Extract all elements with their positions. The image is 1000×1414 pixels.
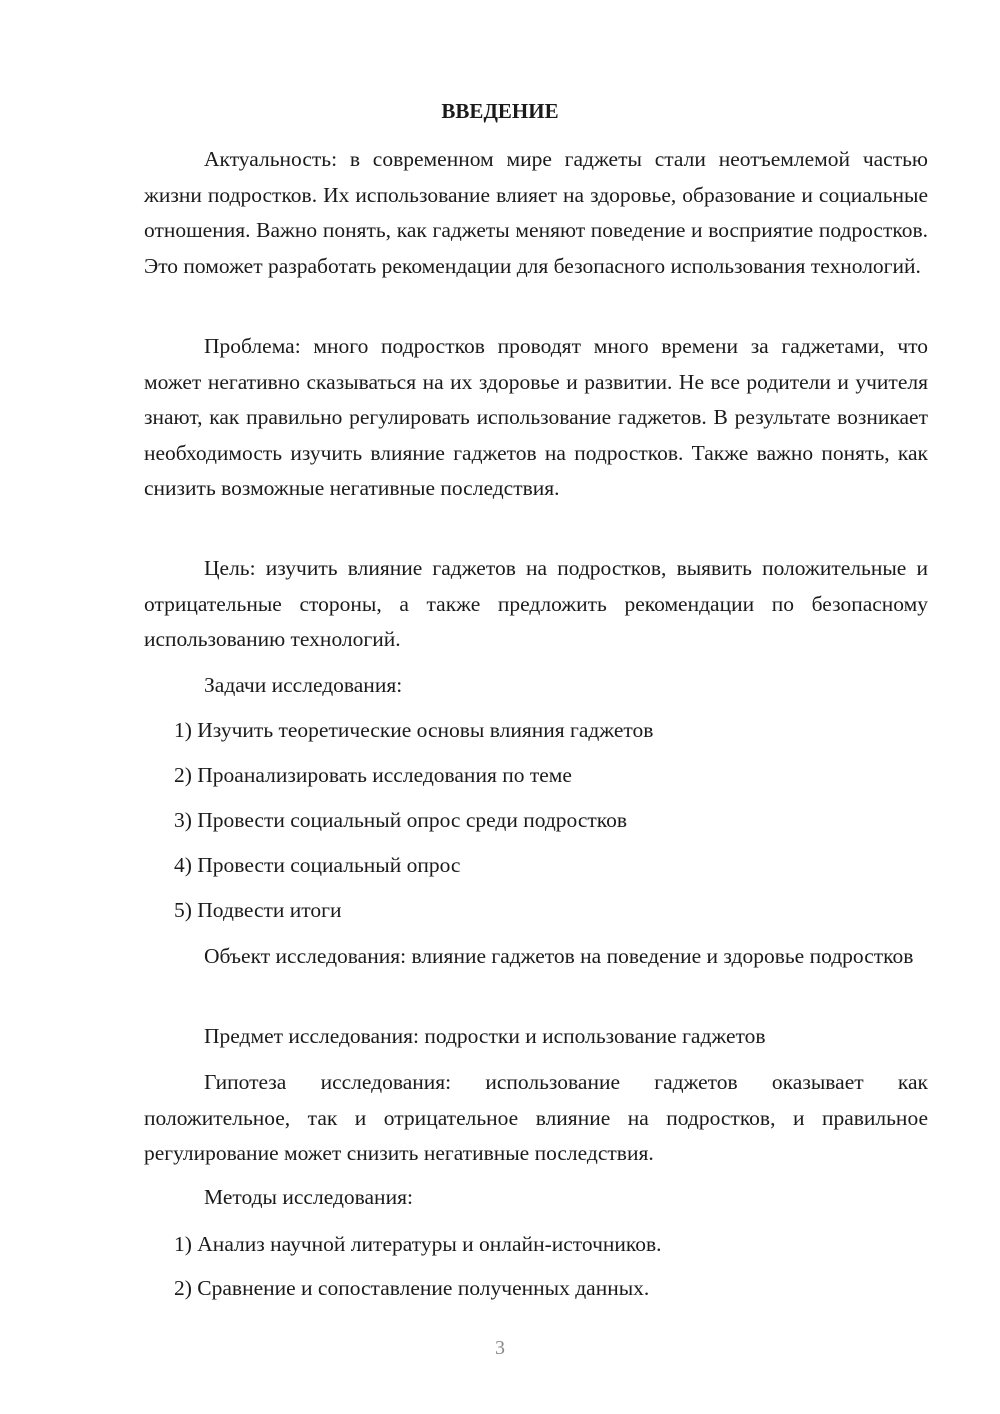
relevance-paragraph: Актуальность: в современном мире гаджеты стали неотъемлемой частью жизни подростков. Их использование влияет на здоровье, образование и социальные отношения. Важно понять, как гаджеты меняют поведение и восприятие подростков. Это поможет разработать рекомендации для безопасного использования технологий. (144, 147, 928, 278)
task-item: 3) Провести социальный опрос среди подростков (174, 808, 628, 832)
task-item: 4) Провести социальный опрос (174, 853, 461, 877)
problem-paragraph: Проблема: много подростков проводят много времени за гаджетами, что может негативно сказываться на их здоровье и развитии. Не все родители и учителя знают, как правильно регулировать использование гаджетов. В результате возникает необходимость изучить влияние гаджетов на подростков. Также важно понять, как снизить возможные негативные последствия. (144, 334, 928, 500)
method-item: 1) Анализ научной литературы и онлайн-источников. (174, 1232, 662, 1256)
hypothesis-paragraph: Гипотеза исследования: использование гаджетов оказывает как положительное, так и отрицательное влияние на подростков, и правильное регулирование может снизить негативные последствия. (144, 1070, 928, 1165)
subject-paragraph: Предмет исследования: подростки и использование гаджетов (204, 1024, 766, 1048)
section-title: ВВЕДЕНИЕ (441, 99, 559, 123)
task-item: 1) Изучить теоретические основы влияния гаджетов (174, 718, 654, 742)
tasks-heading: Задачи исследования: (204, 673, 403, 697)
task-item: 2) Проанализировать исследования по теме (174, 763, 572, 787)
goal-paragraph: Цель: изучить влияние гаджетов на подростков, выявить положительные и отрицательные стороны, а также предложить рекомендации по безопасному использованию технологий. (144, 556, 928, 651)
methods-heading: Методы исследования: (204, 1185, 413, 1209)
task-item: 5) Подвести итоги (174, 898, 342, 922)
method-item: 2) Сравнение и сопоставление полученных данных. (174, 1276, 650, 1300)
object-paragraph: Объект исследования: влияние гаджетов на поведение и здоровье подростков (204, 944, 914, 968)
page-number: 3 (495, 1337, 505, 1359)
